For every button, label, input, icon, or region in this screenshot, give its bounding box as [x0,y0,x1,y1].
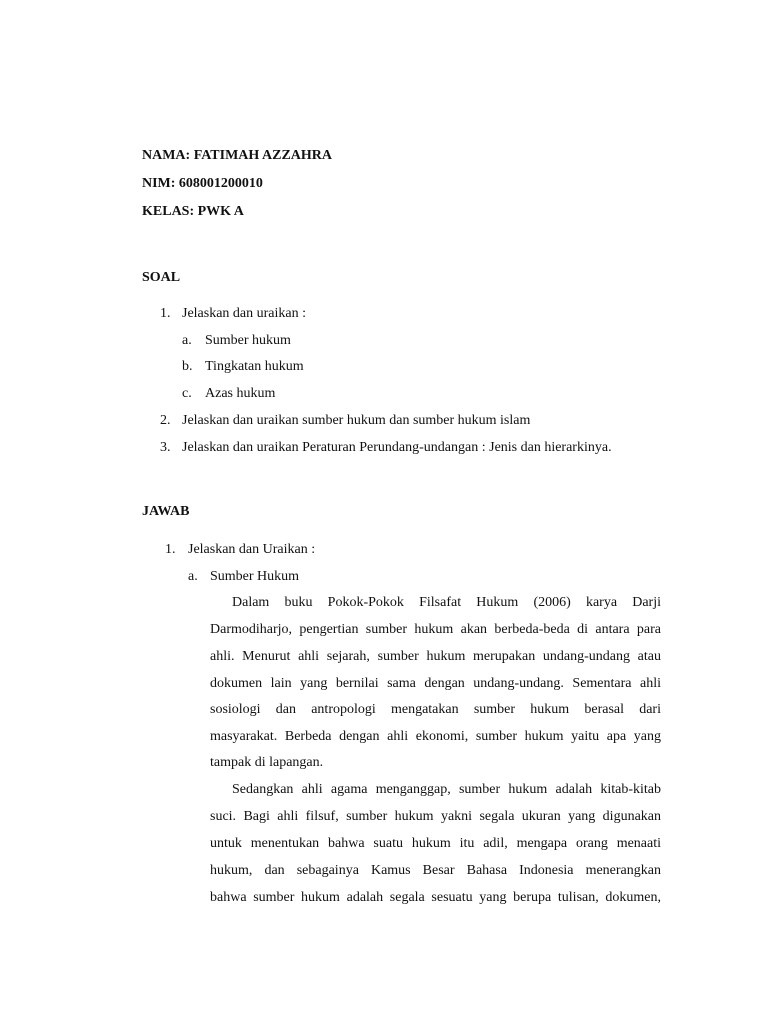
question-number: 2. [160,413,171,428]
answer-1a-title: Sumber Hukum [210,569,300,584]
answer-1: Jelaskan dan Uraikan : [188,542,316,557]
paragraph-line: bahwa sumber hukum adalah segala sesuatu yang berupa tulisan, dokumen, [210,890,661,905]
question-1a: Sumber hukum [205,333,291,348]
question-2: Jelaskan dan uraikan sumber hukum dan sumber hukum islam [182,413,531,428]
soal-heading: SOAL [142,270,181,285]
paragraph-line: untuk menentukan bahwa suatu hukum itu adil, mengapa orang menaati [210,836,661,851]
paragraph-line: tampak di lapangan. [210,755,324,770]
student-name: NAMA: FATIMAH AZZAHRA [142,148,333,163]
question-3: Jelaskan dan uraikan Peraturan Perundang-undangan : Jenis dan hierarkinya. [182,440,612,455]
paragraph-line: hukum, dan sebagainya Kamus Besar Bahasa Indonesia menerangkan [210,863,661,878]
question-1c-letter: c. [182,386,192,401]
paragraph-line: dokumen lain yang bernilai sama dengan undang-undang. Sementara ahli [210,676,661,691]
paragraph-line: sosiologi dan antropologi mengatakan sumber hukum berasal dari [210,702,661,717]
answer-number: 1. [165,542,176,557]
paragraph-line: suci. Bagi ahli filsuf, sumber hukum yakni segala ukuran yang digunakan [210,809,661,824]
paragraph-line: Darmodiharjo, pengertian sumber hukum akan berbeda-beda di antara para [210,622,661,637]
question-1b-letter: b. [182,359,193,374]
paragraph-line: Sedangkan ahli agama menganggap, sumber hukum adalah kitab-kitab [232,782,661,797]
paragraph-line: masyarakat. Berbeda dengan ahli ekonomi, sumber hukum yaitu apa yang [210,729,661,744]
student-class: KELAS: PWK A [142,204,244,219]
question-number: 3. [160,440,171,455]
question-1b: Tingkatan hukum [205,359,304,374]
jawab-heading: JAWAB [142,504,190,519]
question-1c: Azas hukum [205,386,276,401]
student-nim: NIM: 608001200010 [142,176,263,191]
question-number: 1. [160,306,171,321]
answer-1a-letter: a. [188,569,198,584]
paragraph-line: Dalam buku Pokok-Pokok Filsafat Hukum (2006) karya Darji [232,595,661,610]
question-1: Jelaskan dan uraikan : [182,306,307,321]
paragraph-line: ahli. Menurut ahli sejarah, sumber hukum merupakan undang-undang atau [210,649,661,664]
question-1a-letter: a. [182,333,192,348]
